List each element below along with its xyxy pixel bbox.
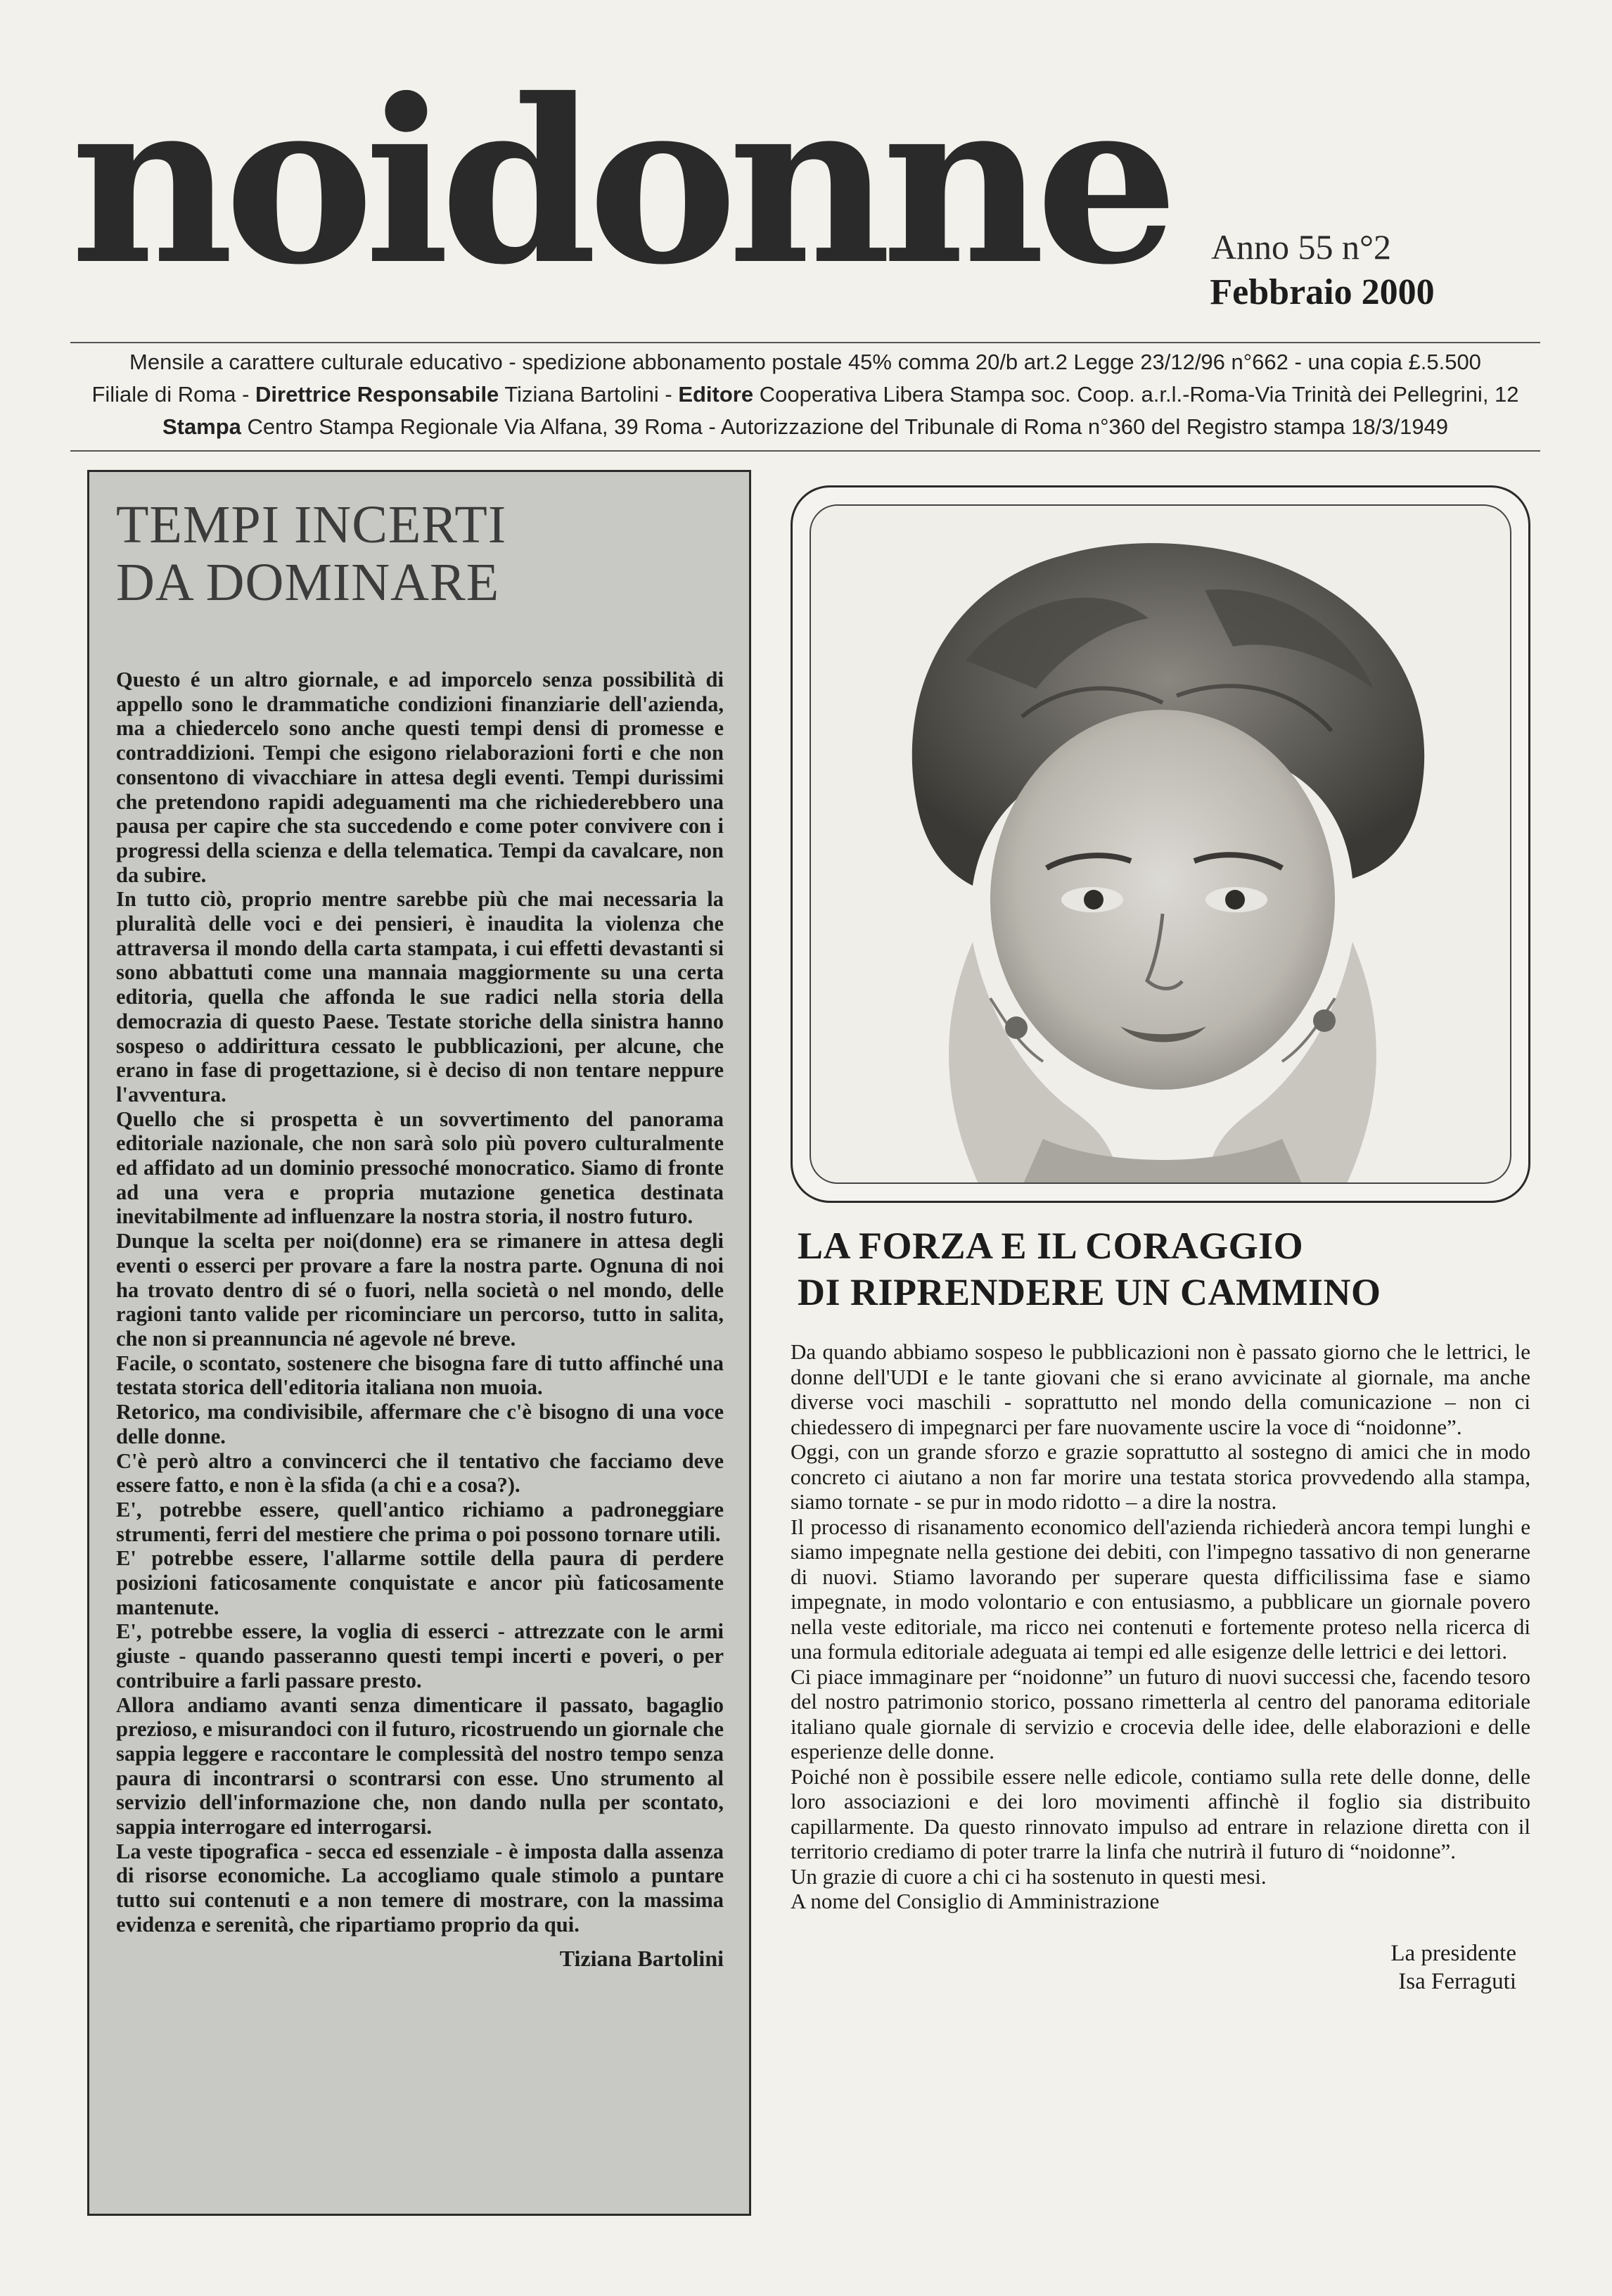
editorial-author: Tiziana Bartolini xyxy=(559,1945,724,1971)
editorial-paragraph: In tutto ciò, proprio mentre sarebbe più che mai necessaria la pluralità delle voci e dei pensieri, è inaudita la violenza che attraversa il mondo della carta stampata, i cui effetti devastanti si sono abbattuti come una mannaia maggiormente su una certa editoria, quella che affonda le sue radici nella storia della democrazia di questo Paese. Testate storiche della sinistra hanno sospeso o addirittura cessato le pubblicazioni, per alcune, che erano in fase di progettazione, si è deciso di non tentare neppure l'avventura. xyxy=(116,887,724,1106)
story-signature xyxy=(791,1939,1530,1996)
story-body xyxy=(791,1339,1530,1914)
story-paragraph: A nome del Consiglio di Amministrazione xyxy=(791,1889,1160,1913)
issue-info xyxy=(1168,225,1477,315)
story-article xyxy=(791,1223,1530,1996)
imprint-line-2 xyxy=(70,378,1540,411)
story-paragraph: Oggi, con un grande sforzo e grazie soprattutto al sostegno di amici che in modo concreto ci aiutano a non far morire una testata storica provvedendo alla stampa, siamo tornate - se pur in modo ridotto – a dire la nostra. xyxy=(791,1439,1530,1514)
editorial-paragraph: Dunque la scelta per noi(donne) era se rimanere in attesa degli eventi o esserci per provare a fare la nostra parte. Ognuna di noi ha trovato dentro di sé o fuori, nella società o nel mondo, delle ragioni tanto valide per ricominciare un percorso, tutto in salita, che non si preannuncia né agevole né breve. xyxy=(116,1229,724,1351)
imprint-director-name: Tiziana Bartolini - xyxy=(499,382,679,407)
editorial-title-line-2: DA DOMINARE xyxy=(116,553,500,612)
story-title-line-2: DI RIPRENDERE UN CAMMINO xyxy=(798,1271,1381,1313)
imprint-line-2-text: Filiale di Roma - xyxy=(91,382,256,407)
editorial-paragraph: Retorico, ma condivisibile, affermare che c'è bisogno di una voce delle donne. xyxy=(116,1400,724,1448)
portrait-illustration xyxy=(811,506,1511,1184)
imprint-line-3 xyxy=(70,411,1540,443)
editorial-paragraph: Facile, o scontato, sostenere che bisogna fare di tutto affinché una testata storica dell'editoria italiana non muoia. xyxy=(116,1351,724,1400)
editorial-paragraph: La veste tipografica - secca ed essenziale - è imposta dalla assenza di risorse economiche. La accogliamo quale stimolo a puntare tutto sui contenuti e a non temere di mostrare, con la massima evidenza e serenità, che ripartiamo proprio da qui. xyxy=(116,1839,724,1937)
editorial-box xyxy=(87,470,751,2216)
editorial-title xyxy=(116,496,724,611)
editorial-paragraph: E', potrebbe essere, quell'antico richiamo a padroneggiare strumenti, ferri del mestiere che prima o poi possono tornare utili. xyxy=(116,1497,724,1546)
story-paragraph: Un grazie di cuore a chi ci ha sostenuto in questi mesi. xyxy=(791,1863,1267,1889)
imprint-director-label: Direttrice Responsabile xyxy=(255,382,499,407)
editorial-title-line-1: TEMPI INCERTI xyxy=(116,495,507,554)
imprint-bottom-rule xyxy=(70,450,1540,452)
issue-date: Febbraio 2000 xyxy=(1210,272,1435,312)
story-paragraph: Da quando abbiamo sospeso le pubblicazioni non è passato giorno che le lettrici, le donne dell'UDI e le tante giovani che si erano avvicinate al giornale, ma anche diverse voci maschili - soprattutto nel mondo della comunicazione – non ci chiedessero di impegnarci per fare nuovamente uscire la voce di “noidonne”. xyxy=(791,1339,1530,1439)
editorial-paragraph: E' potrebbe essere, l'allarme sottile della paura di perdere posizioni faticosamente conquistate e ancor più faticosamente mantenute. xyxy=(116,1546,724,1619)
editorial-paragraph: C'è però altro a convincerci che il tentativo che facciamo deve essere fatto, e non è la sfida (a chi e a cosa?). xyxy=(116,1448,724,1498)
portrait-photo-frame xyxy=(791,485,1530,1203)
imprint-publisher-name: Cooperativa Libera Stampa soc. Coop. a.r.l.-Roma-Via Trinità dei Pellegrini, 12 xyxy=(753,382,1519,407)
signature-name: Isa Ferraguti xyxy=(1398,1968,1516,1994)
editorial-paragraph: Allora andiamo avanti senza dimenticare il passato, bagaglio prezioso, e misurandoci con il futuro, ricostruendo un giornale che sappia leggere e raccontare le complessità del nostro tempo senza paura di incontrarsi o scontrarsi con esse. Uno strumento al servizio dell'informazione che, non dando nulla per scontato, sappia interrogare ed interrogarsi. xyxy=(116,1692,724,1839)
issue-number: Anno 55 n°2 xyxy=(1210,227,1392,267)
editorial-paragraph: Quello che si prospetta è un sovvertimento del panorama editoriale nazionale, che non sarà solo più povero culturalmente ed affidato ad un dominio pressoché monocratico. Siamo di fronte ad una vera e propria mutazione genetica destinata inevitabilmente ad influenzare la nostra storia, il nostro futuro. xyxy=(116,1106,724,1229)
imprint-line-1: Mensile a carattere culturale educativo - spedizione abbonamento postale 45% comma 20/b art.2 Legge 23/12/96 n°662 - una copia £.5.500 xyxy=(129,350,1481,374)
imprint-print-text: Centro Stampa Regionale Via Alfana, 39 Roma - Autorizzazione del Tribunale di Roma n°360 del Registro stampa 18/3/1949 xyxy=(241,414,1449,439)
story-paragraph: Poiché non è possibile essere nelle edicole, contiamo sulla rete delle donne, delle loro associazioni e dei loro movimenti affinchè il foglio sia distribuito capillarmente. Da questo rinnovato impulso ad entrare in relazione diretta con il territorio crediamo di poter trarre la linfa che nutrirà il futuro di “noidonne”. xyxy=(791,1764,1530,1863)
story-paragraph: Ci piace immaginare per “noidonne” un futuro di nuovi successi che, facendo tesoro del nostro patrimonio storico, possano rimetterla al centro del panorama editoriale italiano quale giornale di servizio e crocevia delle idee, delle elaborazioni e delle esperienze delle donne. xyxy=(791,1664,1530,1764)
editorial-body xyxy=(116,668,724,1937)
story-paragraph: Il processo di risanamento economico dell'azienda richiederà ancora tempi lunghi e siamo impegnate nella gestione dei debiti, con l'impegno tassativo di non generarne di nuovi. Stiamo lavorando per superare questa difficilissima fase e siamo impegnate, in modo volontario e con entusiasmo, a pubblicare un giornale povero nella veste editoriale, ma ricco nei contenuti e fortemente proteso nella ricerca di una formula editoriale adeguata ai tempi ed alle esigenze delle lettrici e dei lettori. xyxy=(791,1514,1530,1664)
signature-role: La presidente xyxy=(1390,1940,1516,1966)
portrait-photo xyxy=(810,504,1511,1184)
imprint-print-label: Stampa xyxy=(162,414,241,439)
imprint-top-rule xyxy=(70,342,1540,343)
story-title xyxy=(798,1223,1530,1315)
masthead-title: noidonne xyxy=(70,51,1169,314)
editorial-paragraph: E', potrebbe essere, la voglia di esserci - attrezzate con le armi giuste - quando passeranno questi tempi incerti e poveri, o per contribuire a farli passare presto. xyxy=(116,1619,724,1692)
story-title-line-1: LA FORZA E IL CORAGGIO xyxy=(798,1225,1304,1267)
imprint-publisher-label: Editore xyxy=(678,382,754,407)
imprint xyxy=(70,346,1540,443)
editorial-paragraph: Questo é un altro giornale, e ad imporcelo senza possibilità di appello sono le drammatiche condizioni finanziarie dell'azienda, ma a chiedercelo sono anche questi tempi densi di promesse e contraddizioni. Tempi che esigono rielaborazioni forti e che non consentono di vivacchiare in attesa degli eventi. Tempi durissimi che pretendono rapidi adeguamenti ma che richiederebbero una pausa per capire che sta succedendo e come poter convivere con i progressi della scienza e della telematica. Tempi da cavalcare, non da subire. xyxy=(116,668,724,887)
